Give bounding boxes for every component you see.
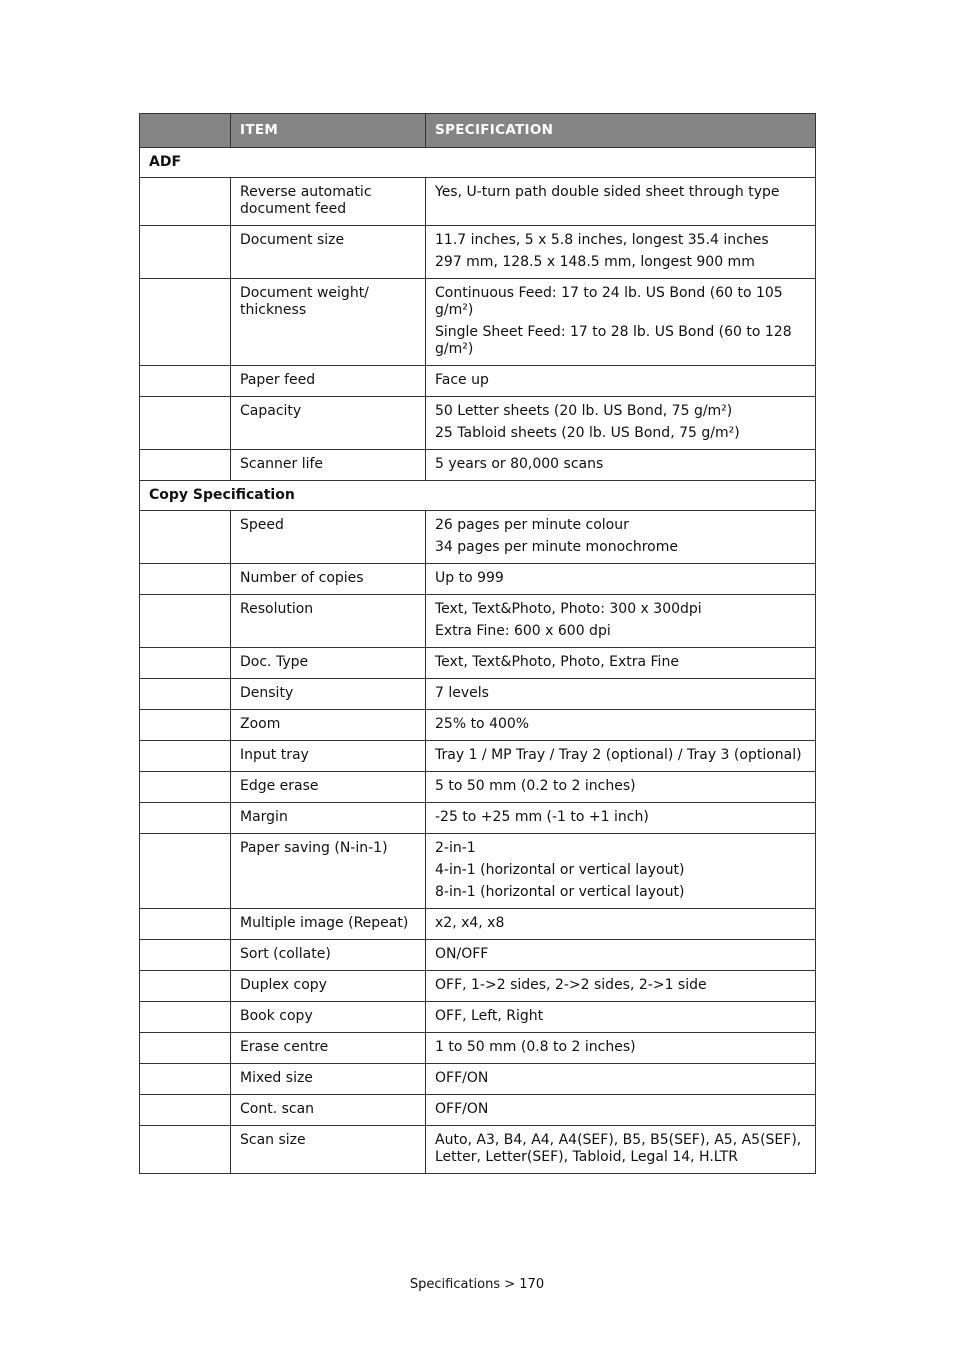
table-row xyxy=(140,1002,816,1033)
table-row xyxy=(140,909,816,940)
spec-line: OFF/ON xyxy=(435,1101,489,1117)
spec-line: Face up xyxy=(435,372,489,388)
item-cell: Edge erase xyxy=(231,772,426,803)
blank-cell xyxy=(140,710,231,741)
spec-line: OFF/ON xyxy=(435,1070,489,1086)
blank-cell xyxy=(140,909,231,940)
spec-cell xyxy=(426,1095,816,1126)
item-cell: Capacity xyxy=(231,397,426,450)
header-item: ITEM xyxy=(231,114,426,148)
table-row xyxy=(140,1033,816,1064)
spec-cell xyxy=(426,511,816,564)
blank-cell xyxy=(140,366,231,397)
spec-line: 1 to 50 mm (0.8 to 2 inches) xyxy=(435,1039,636,1055)
table-header-row xyxy=(140,114,816,148)
table-row xyxy=(140,648,816,679)
table-row xyxy=(140,741,816,772)
table-row xyxy=(140,279,816,366)
spec-line: 50 Letter sheets (20 lb. US Bond, 75 g/m²) xyxy=(435,403,733,419)
item-cell: Resolution xyxy=(231,595,426,648)
spec-line: 4-in-1 (horizontal or vertical layout) xyxy=(435,862,685,878)
item-cell: Document weight/ thickness xyxy=(231,279,426,366)
item-cell: Zoom xyxy=(231,710,426,741)
page-footer: Specifications > 170 xyxy=(409,1277,545,1292)
blank-cell xyxy=(140,1064,231,1095)
specification-table xyxy=(139,113,816,1174)
blank-cell xyxy=(140,1002,231,1033)
spec-line: OFF, Left, Right xyxy=(435,1008,544,1024)
spec-cell xyxy=(426,1126,816,1174)
table-row xyxy=(140,1126,816,1174)
blank-cell xyxy=(140,178,231,226)
table-row xyxy=(140,1064,816,1095)
table-row xyxy=(140,595,816,648)
spec-cell xyxy=(426,909,816,940)
item-cell: Input tray xyxy=(231,741,426,772)
spec-cell xyxy=(426,1064,816,1095)
table-row xyxy=(140,366,816,397)
spec-line: Tray 1 / MP Tray / Tray 2 (optional) / Tray 3 (optional) xyxy=(435,747,802,763)
spec-cell xyxy=(426,226,816,279)
spec-cell xyxy=(426,366,816,397)
spec-cell xyxy=(426,178,816,226)
blank-cell xyxy=(140,511,231,564)
header-blank xyxy=(140,114,231,148)
spec-line: 2-in-1 xyxy=(435,840,476,856)
spec-line: Extra Fine: 600 x 600 dpi xyxy=(435,623,611,639)
section-row xyxy=(140,148,816,178)
blank-cell xyxy=(140,648,231,679)
spec-line: OFF, 1->2 sides, 2->2 sides, 2->1 side xyxy=(435,977,707,993)
header-specification: SPECIFICATION xyxy=(426,114,816,148)
blank-cell xyxy=(140,397,231,450)
item-cell: Paper saving (N-in-1) xyxy=(231,834,426,909)
item-cell: Document size xyxy=(231,226,426,279)
spec-cell xyxy=(426,971,816,1002)
table-row xyxy=(140,564,816,595)
item-cell: Erase centre xyxy=(231,1033,426,1064)
spec-cell xyxy=(426,450,816,481)
blank-cell xyxy=(140,803,231,834)
item-cell: Doc. Type xyxy=(231,648,426,679)
spec-cell xyxy=(426,940,816,971)
spec-cell xyxy=(426,741,816,772)
table-row xyxy=(140,772,816,803)
blank-cell xyxy=(140,834,231,909)
spec-line: 5 years or 80,000 scans xyxy=(435,456,604,472)
spec-line: Up to 999 xyxy=(435,570,504,586)
spec-line: 5 to 50 mm (0.2 to 2 inches) xyxy=(435,778,636,794)
spec-line: 297 mm, 128.5 x 148.5 mm, longest 900 mm xyxy=(435,254,755,270)
spec-cell xyxy=(426,279,816,366)
item-cell: Cont. scan xyxy=(231,1095,426,1126)
spec-cell xyxy=(426,564,816,595)
spec-line: 25 Tabloid sheets (20 lb. US Bond, 75 g/m²) xyxy=(435,425,740,441)
spec-line: Single Sheet Feed: 17 to 28 lb. US Bond (60 to 128 g/m²) xyxy=(435,324,792,357)
spec-line: 11.7 inches, 5 x 5.8 inches, longest 35.4 inches xyxy=(435,232,769,248)
spec-line: x2, x4, x8 xyxy=(435,915,505,931)
spec-line: ON/OFF xyxy=(435,946,489,962)
blank-cell xyxy=(140,772,231,803)
blank-cell xyxy=(140,450,231,481)
spec-line: 7 levels xyxy=(435,685,489,701)
table-row xyxy=(140,803,816,834)
spec-line: 25% to 400% xyxy=(435,716,530,732)
blank-cell xyxy=(140,971,231,1002)
table-row xyxy=(140,940,816,971)
section-title: ADF xyxy=(140,148,816,178)
item-cell: Scan size xyxy=(231,1126,426,1174)
blank-cell xyxy=(140,226,231,279)
blank-cell xyxy=(140,279,231,366)
item-cell: Density xyxy=(231,679,426,710)
table-row xyxy=(140,710,816,741)
item-cell: Number of copies xyxy=(231,564,426,595)
spec-line: Yes, U-turn path double sided sheet through type xyxy=(435,184,780,200)
table-row xyxy=(140,178,816,226)
spec-line: -25 to +25 mm (-1 to +1 inch) xyxy=(435,809,649,825)
spec-cell xyxy=(426,595,816,648)
table-row xyxy=(140,397,816,450)
item-cell: Mixed size xyxy=(231,1064,426,1095)
table-row xyxy=(140,511,816,564)
spec-line: Text, Text&Photo, Photo: 300 x 300dpi xyxy=(435,601,702,617)
table-row xyxy=(140,1095,816,1126)
spec-line: Auto, A3, B4, A4, A4(SEF), B5, B5(SEF), A5, A5(SEF), Letter, Letter(SEF), Tabloid, Legal 14, H.LTR xyxy=(435,1132,802,1165)
item-cell: Margin xyxy=(231,803,426,834)
table-row xyxy=(140,679,816,710)
item-cell: Paper feed xyxy=(231,366,426,397)
blank-cell xyxy=(140,595,231,648)
spec-line: 34 pages per minute monochrome xyxy=(435,539,678,555)
section-title: Copy Specification xyxy=(140,481,816,511)
spec-cell xyxy=(426,834,816,909)
item-cell: Sort (collate) xyxy=(231,940,426,971)
spec-cell xyxy=(426,710,816,741)
table-row xyxy=(140,834,816,909)
blank-cell xyxy=(140,1095,231,1126)
spec-cell xyxy=(426,648,816,679)
blank-cell xyxy=(140,1033,231,1064)
spec-cell xyxy=(426,1033,816,1064)
blank-cell xyxy=(140,940,231,971)
table-row xyxy=(140,450,816,481)
spec-line: Text, Text&Photo, Photo, Extra Fine xyxy=(435,654,679,670)
item-cell: Duplex copy xyxy=(231,971,426,1002)
spec-line: 26 pages per minute colour xyxy=(435,517,629,533)
item-cell: Speed xyxy=(231,511,426,564)
spec-cell xyxy=(426,803,816,834)
blank-cell xyxy=(140,679,231,710)
spec-cell xyxy=(426,397,816,450)
table-row xyxy=(140,226,816,279)
table-row xyxy=(140,971,816,1002)
section-row xyxy=(140,481,816,511)
spec-line: Continuous Feed: 17 to 24 lb. US Bond (60 to 105 g/m²) xyxy=(435,285,783,318)
item-cell: Multiple image (Repeat) xyxy=(231,909,426,940)
spec-line: 8-in-1 (horizontal or vertical layout) xyxy=(435,884,685,900)
spec-cell xyxy=(426,772,816,803)
blank-cell xyxy=(140,1126,231,1174)
item-cell: Scanner life xyxy=(231,450,426,481)
spec-cell xyxy=(426,679,816,710)
blank-cell xyxy=(140,564,231,595)
item-cell: Reverse automatic document feed xyxy=(231,178,426,226)
blank-cell xyxy=(140,741,231,772)
spec-cell xyxy=(426,1002,816,1033)
item-cell: Book copy xyxy=(231,1002,426,1033)
table-body xyxy=(140,148,816,1174)
